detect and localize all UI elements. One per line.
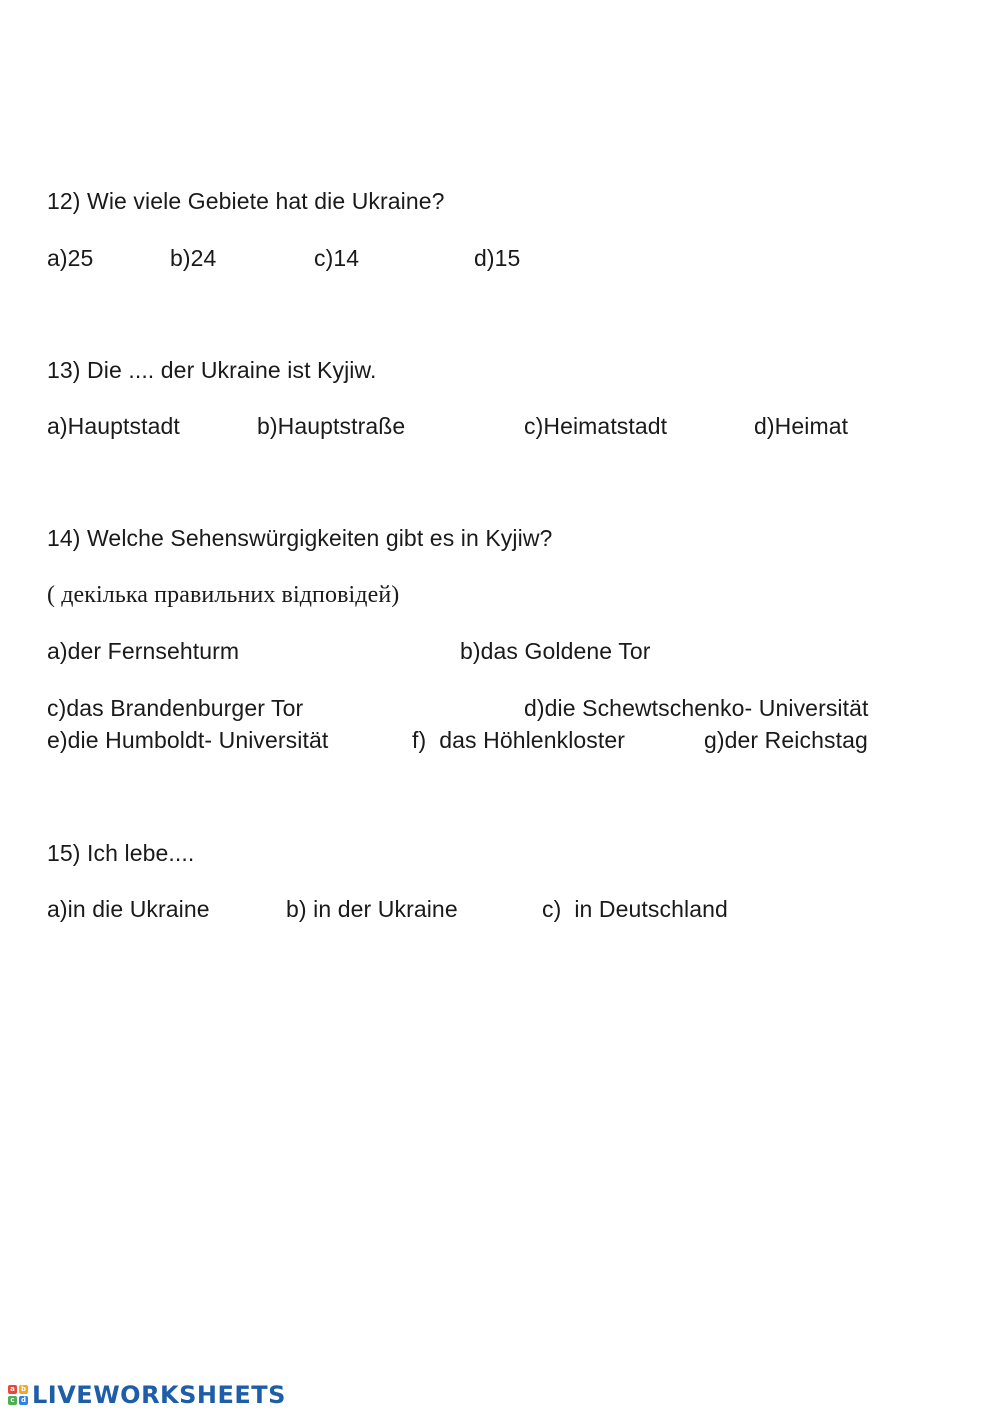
question-13-option-c[interactable]: c)Heimatstadt	[524, 413, 668, 439]
question-13-option-a[interactable]: a)Hauptstadt	[47, 413, 180, 439]
logo-mark-icon	[8, 1385, 28, 1405]
logo-text: LIVEWORKSHEETS	[32, 1381, 286, 1409]
question-12-option-a[interactable]: a)25	[47, 245, 94, 271]
liveworksheets-logo	[8, 1380, 286, 1410]
logo-mark-cell: c	[8, 1396, 17, 1405]
question-12-option-b[interactable]: b)24	[170, 245, 217, 271]
question-13-text: 13) Die .... der Ukraine ist Kyjiw.	[47, 357, 377, 383]
question-13-option-d[interactable]: d)Heimat	[754, 413, 849, 439]
question-14-option-e[interactable]: e)die Humboldt- Universität	[47, 727, 329, 753]
question-14-option-d[interactable]: d)die Schewtschenko- Universität	[524, 695, 869, 721]
question-15-text: 15) Ich lebe....	[47, 840, 195, 866]
logo-mark-cell: b	[20, 1385, 26, 1393]
question-12-text: 12) Wie viele Gebiete hat die Ukraine?	[47, 188, 445, 214]
question-14-option-a[interactable]: a)der Fernsehturm	[47, 638, 240, 664]
question-14-note: ( декілька правильних відповідей)	[47, 582, 400, 608]
question-12-option-d[interactable]: d)15	[474, 245, 521, 271]
question-14-option-f[interactable]: f) das Höhlenkloster	[412, 727, 626, 753]
question-14-option-g[interactable]: g)der Reichstag	[704, 727, 868, 753]
question-14-option-c[interactable]: c)das Brandenburger Tor	[47, 695, 304, 721]
question-15-option-b[interactable]: b) in der Ukraine	[286, 896, 458, 922]
logo-mark-cell: a	[8, 1385, 17, 1394]
question-13-option-b[interactable]: b)Hauptstraße	[257, 413, 406, 439]
question-15-option-a[interactable]: a)in die Ukraine	[47, 896, 210, 922]
logo-mark-cell: d	[20, 1396, 26, 1404]
question-15-option-c[interactable]: c) in Deutschland	[542, 896, 728, 922]
question-12-option-c[interactable]: c)14	[314, 245, 360, 271]
question-14-text: 14) Welche Sehenswürgigkeiten gibt es in Kyjiw?	[47, 525, 553, 551]
question-14-option-b[interactable]: b)das Goldene Tor	[460, 638, 651, 664]
